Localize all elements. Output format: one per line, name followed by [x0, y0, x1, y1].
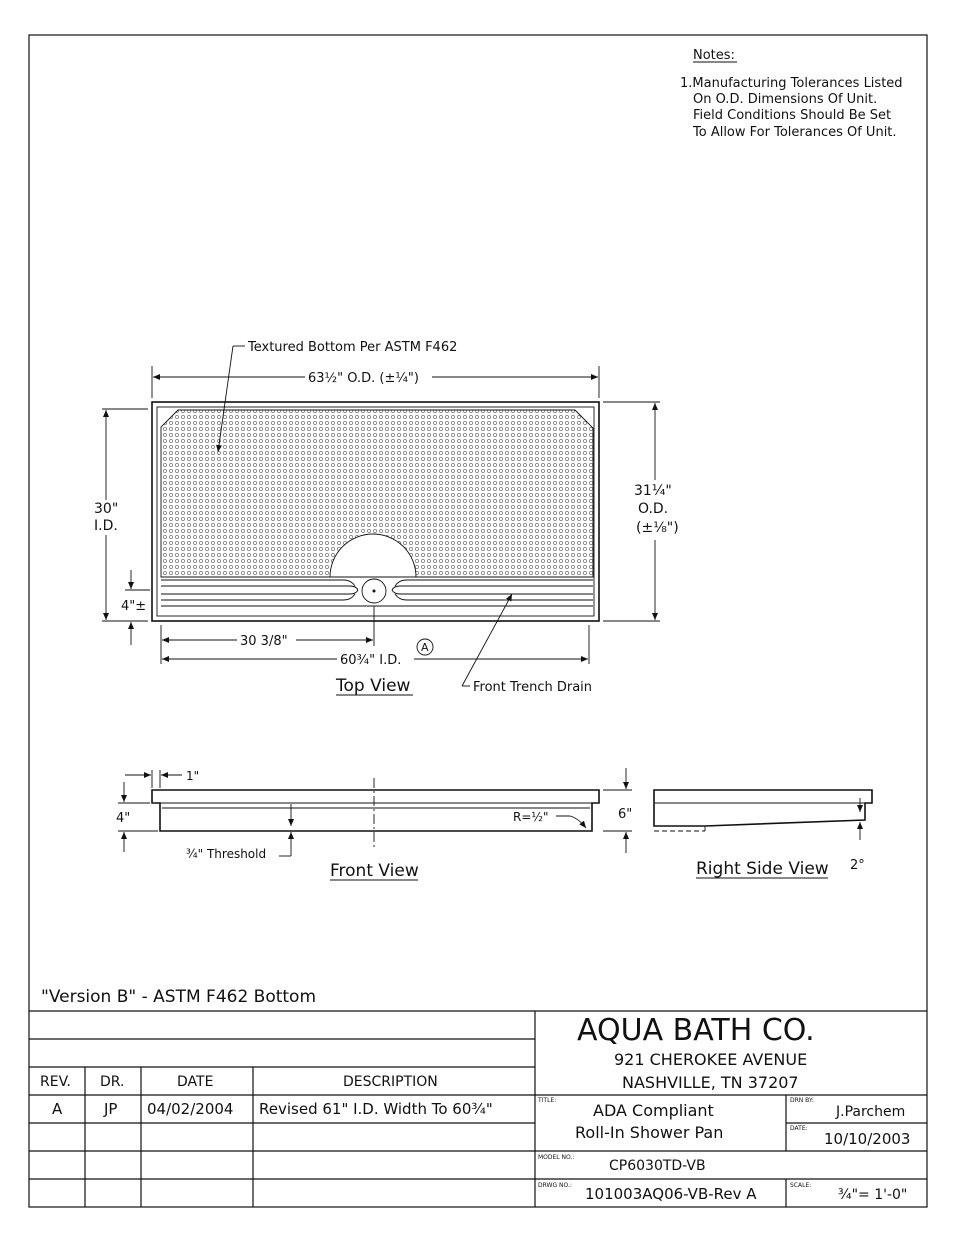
drn-caption: DRN BY: [790, 1097, 814, 1104]
note-line-1: 1.Manufacturing Tolerances Listed [680, 76, 903, 91]
header-rev: REV. [40, 1074, 71, 1090]
trench-grooves [161, 580, 593, 606]
title-line-1: ADA Compliant [593, 1101, 714, 1120]
company-address-1: 921 CHEROKEE AVENUE [614, 1050, 808, 1069]
front-view-label: Front View [330, 861, 419, 881]
trench-offset-label: 4"± [121, 599, 147, 614]
front-view [116, 768, 632, 881]
title-block [29, 1011, 927, 1207]
company-name: AQUA BATH CO. [577, 1013, 815, 1048]
drn-by: J.Parchem [836, 1104, 906, 1120]
note-line-3: Field Conditions Should Be Set [693, 108, 892, 123]
side-view [654, 790, 872, 879]
trench-drain-callout: Front Trench Drain [473, 680, 593, 695]
od-depth-unit: O.D. [638, 501, 669, 517]
id-depth-unit: I.D. [94, 518, 118, 534]
id-depth-value: 30" [94, 501, 119, 517]
od-width-label: 63½" O.D. (±¼") [308, 371, 419, 386]
note-line-2: On O.D. Dimensions Of Unit. [693, 92, 878, 107]
title-line-2: Roll-In Shower Pan [575, 1123, 724, 1142]
revision-marker-letter: A [421, 641, 429, 654]
scale-value: ¾"= 1'-0" [838, 1187, 908, 1203]
lip-label: 1" [186, 769, 200, 783]
total-height-label: 6" [618, 807, 633, 822]
header-description: DESCRIPTION [343, 1074, 438, 1090]
company-address-2: NASHVILLE, TN 37207 [622, 1073, 799, 1092]
header-dr: DR. [100, 1074, 125, 1090]
drawing-date: 10/10/2003 [824, 1130, 911, 1148]
radius-label: R=½" [513, 810, 549, 824]
top-view-label: Top View [336, 676, 411, 696]
notes-block [680, 48, 903, 140]
scale-caption: SCALE: [790, 1182, 812, 1189]
model-number: CP6030TD-VB [609, 1158, 706, 1174]
textured-callout: Textured Bottom Per ASTM F462 [248, 340, 458, 355]
top-view [94, 340, 679, 696]
date-cell: 04/02/2004 [147, 1100, 234, 1118]
date-caption: DATE: [790, 1125, 808, 1132]
notes-heading: Notes: [693, 48, 735, 63]
model-caption: MODEL NO.: [538, 1154, 575, 1161]
version-note: "Version B" - ASTM F462 Bottom [41, 987, 317, 1007]
side-view-label: Right Side View [696, 859, 829, 879]
dr-cell: JP [104, 1100, 118, 1118]
description-cell: Revised 61" I.D. Width To 60¾" [259, 1100, 493, 1118]
drawing-number: 101003AQ06-VB-Rev A [585, 1185, 757, 1203]
pan-side-outline [654, 790, 872, 826]
header-date: DATE [177, 1074, 214, 1090]
od-depth-tolerance: (±⅛") [636, 520, 679, 536]
rev-cell: A [52, 1100, 63, 1118]
note-line-4: To Allow For Tolerances Of Unit. [693, 125, 897, 140]
drwg-caption: DRWG NO.: [538, 1182, 572, 1189]
drain-offset-label: 30 3/8" [240, 634, 288, 649]
threshold-height-label: 4" [116, 811, 131, 826]
id-width-label: 60¾" I.D. [340, 653, 402, 668]
slope-label: 2° [850, 858, 865, 873]
title-caption: TITLE: [538, 1097, 557, 1104]
od-depth-value: 31¼" [634, 483, 672, 499]
threshold-label: ¾" Threshold [186, 847, 267, 861]
